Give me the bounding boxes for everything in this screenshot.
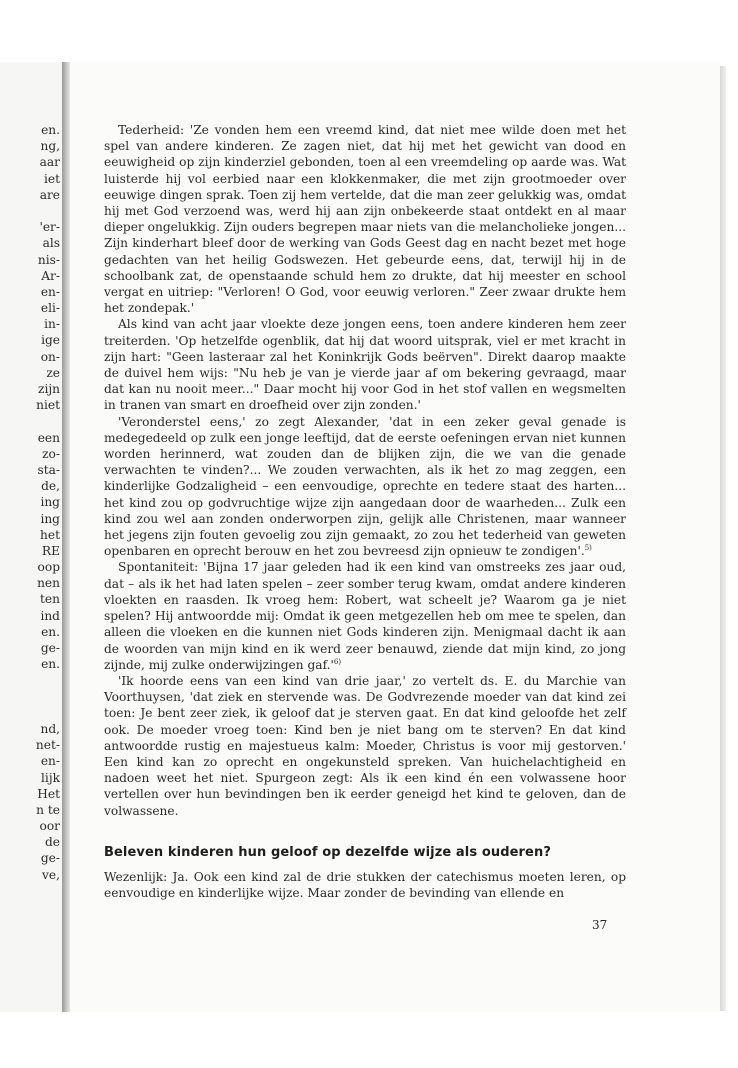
fragment-line: ing (40, 511, 60, 526)
fragment-line: de (44, 835, 60, 850)
fragment-line: het (40, 527, 60, 542)
fragment-line: zo- (42, 446, 60, 461)
fragment-line: n te (36, 802, 60, 817)
fragment-line: ind (40, 608, 60, 623)
fragment-line: nen (37, 576, 60, 591)
fragment-line (0, 672, 60, 688)
fragment-line: ing (40, 495, 60, 510)
footnote-marker: 6) (333, 657, 342, 666)
fragment-line: ge- (40, 851, 60, 866)
fragment-line: nd, (40, 721, 60, 736)
fragment-line: ze (46, 365, 60, 380)
fragment-line (0, 203, 60, 219)
book-gutter (62, 62, 70, 1012)
fragment-line: are (39, 187, 60, 202)
fragment-line: eli- (40, 301, 60, 316)
fragment-line: aar (39, 155, 60, 170)
fragment-line: ng, (40, 139, 60, 154)
fragment-line: ve, (42, 867, 60, 882)
page-body (104, 122, 626, 901)
fragment-line: een (37, 430, 60, 445)
fragment-line: oor (39, 819, 60, 834)
fragment-line: ige (41, 333, 60, 348)
fragment-line: 'er- (39, 220, 60, 235)
fragment-line: de, (41, 479, 60, 494)
fragment-line: net- (35, 738, 60, 753)
fragment-line: RE (41, 543, 60, 558)
fragment-line: nis- (37, 252, 60, 267)
fragment-line: ten (40, 592, 60, 607)
page-number: 37 (592, 918, 608, 932)
fragment-line: lijk (41, 770, 60, 785)
fragment-line: en. (41, 123, 60, 137)
fragment-line: iet (43, 171, 60, 186)
fragment-line: in- (44, 317, 60, 332)
paragraph-spontaniteit (104, 559, 626, 672)
fragment-line: on- (40, 349, 60, 364)
fragment-line: Het (37, 786, 60, 801)
paragraph-drie-jaar: 'Ik hoorde eens van een kind van drie jaar,' zo vertelt ds. E. du Marchie van Voorthuysen, 'dat ziek en stervende was. De Godvrezende moeder van dat kind zei toen: Je bent zeer ziek, ik geloof dat je sterven gaat. En dat kind geloofde het zelf ook. De moeder vroeg toen: Kind ben je niet bang om te sterven? En dat kind antwoordde rustig en majestueus kalm: Moeder, Christus is voor mij gestorven.' Een kind kan zo oprecht en ongekunsteld spreken. Van huichelachtigheid en nadoen weet het niet. Spurgeon zegt: Als ik een kind én een volwassene hoor vertellen over hun bevindingen ben ik eerder geneigd het kind te geloven, dan de volwassene. (104, 673, 626, 818)
section-heading: Beleven kinderen hun geloof op dezelfde wijze als ouderen? (104, 844, 551, 860)
fragment-line: en. (41, 657, 60, 672)
fragment-line (0, 413, 60, 429)
paragraph-wezenlijk: Wezenlijk: Ja. Ook een kind zal de drie stukken der catechismus moeten leren, op eenvoudige en kinderlijke wijze. Maar zonder de bevinding van ellende en (104, 869, 626, 901)
fragment-line: ge- (40, 641, 60, 655)
paragraph-text: Spontaniteit: 'Bijna 17 jaar geleden had ik een kind van omstreeks zes jaar oud, dat – als ik het had laten spelen – zeer somber terug kwam, omdat andere kinderen vloekten en raasden. Ik vroeg hem: Robert, wat scheelt je? Waarom ga je niet spelen? Hij antwoordde mij: Omdat ik geen metgezellen heb om mee te spelen, dan alleen die vloeken en die kunnen niet Gods kinderen zijn. Menigmaal dacht ik aan de woorden van mijn kind en ik werd zeer benauwd, ziende dat mijn kind, zo jong zijnde, mij zulke onderwijzingen gaf.' (104, 560, 626, 672)
fragment-line (0, 689, 60, 705)
fragment-line: als (42, 236, 60, 251)
fragment-line: en- (40, 754, 60, 769)
facing-page-text-fragments (0, 122, 60, 883)
paragraph-acht-jaar: Als kind van acht jaar vloekte deze jongen eens, toen andere kinderen hem zeer treiterden. 'Op hetzelfde ogenblik, dat hij dat woord uitsprak, viel er met kracht in zijn hart: "Geen lasteraar zal het Koninkrijk Gods beërven". Direkt daarop maakte de duivel hem wijs: "Nu heb je van je vierde jaar af om bekering gevraagd, maar dat kan nu nooit meer..." Daar mocht hij voor God in het stof vallen en wegsmelten in tranen van smart en droefheid over zijn zonden.' (104, 317, 626, 413)
paragraph-text: 'Veronderstel eens,' zo zegt Alexander, 'dat in een zeker geval genade is medegedeeld op zulk een jonge leeftijd, dat de eerste oefeningen ervan niet kunnen worden herinnerd, wat zouden dan de blijken zijn, die we van die genade verwachten te vinden?... We zouden verwachten, als ik het zo mag zeggen, een kinderlijke Godzaligheid – een eenvoudige, oprechte en tedere staat des harten... het kind zou op godvruchtige wijze zijn aangedaan door de waarheden... Zulk een kind zou wel aan zonden onderworpen zijn, gelijk alle Christenen, maar wanneer het jegens zijn fouten gevoelig zou zijn gemaakt, zo zou het tederheid van geweten openbaren en oprecht berouw en het zou bevreesd zijn opnieuw te zondigen'. (104, 414, 626, 559)
footnote-marker: 5) (584, 544, 592, 553)
fragment-line: zijn (38, 382, 60, 396)
fragment-line: oop (37, 560, 60, 575)
fragment-line (0, 705, 60, 721)
paragraph-alexander (104, 414, 626, 560)
paragraph-tederheid: Tederheid: 'Ze vonden hem een vreemd kind, dat niet mee wilde doen met het spel van andere kinderen. Ze zagen niet, dat hij met het gewicht van dood en eeuwigheid op zijn kinderziel gebonden, toen al een vreemdeling op aarde was. Wat luisterde hij vol eerbied naar een klokkenmaker, die met zijn grootmoeder over eeuwige dingen sprak. Toen zij hem vertelde, dat die man zeer gelukkig was, omdat hij met God verzoend was, werd hij aan zijn onbekeerde staat ontdekt en al maar dieper ongelukkig. Zijn ouders begrepen maar niets van die melancholieke jongen... Zijn kinderhart bleef door de werking van Gods Geest dag en nacht bezet met hoge gedachten van het heilig Godswezen. Het gebeurde eens, dat, terwijl hij in de schoolbank zat, de openstaande schuld hem zo drukte, dat hij meester en school vergat en uitriep: "Verloren! O God, voor eeuwig verloren." Zeer zwaar drukte hem het zondepak.' (104, 123, 626, 316)
fragment-line: niet (36, 398, 60, 413)
fragment-line: en- (40, 284, 60, 299)
fragment-line: Ar- (41, 268, 60, 283)
fragment-line: sta- (37, 462, 60, 477)
fragment-line: en. (41, 624, 60, 639)
